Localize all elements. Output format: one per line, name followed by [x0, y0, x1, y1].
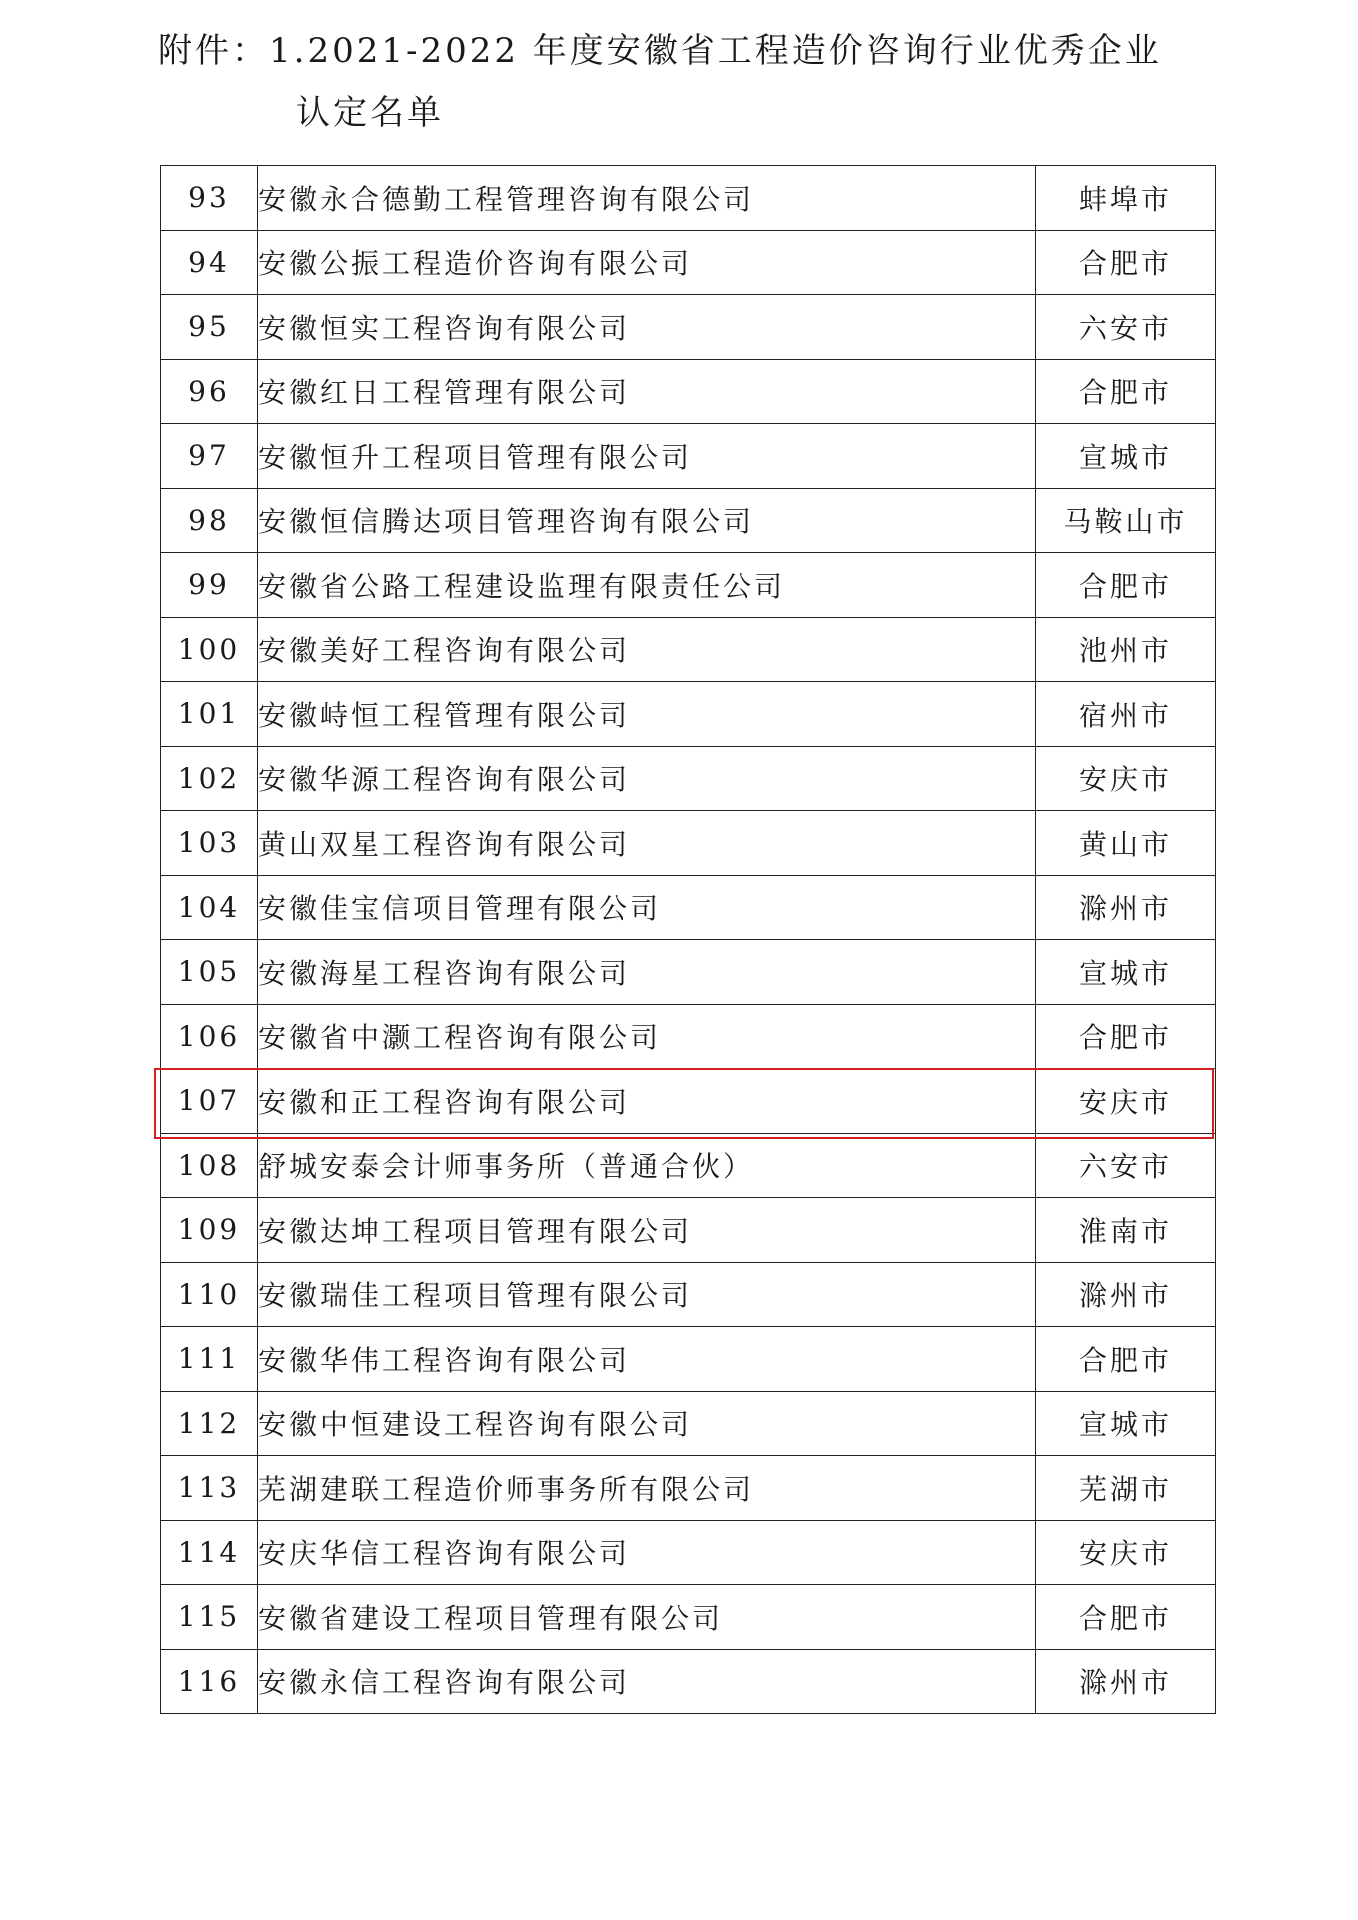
company-name: 安徽和正工程咨询有限公司 [258, 1069, 1036, 1134]
company-name: 安徽佳宝信项目管理有限公司 [258, 875, 1036, 940]
row-number: 112 [161, 1391, 258, 1456]
company-name: 芜湖建联工程造价师事务所有限公司 [258, 1456, 1036, 1521]
row-number: 96 [161, 359, 258, 424]
row-number: 103 [161, 811, 258, 876]
company-name: 安徽海星工程咨询有限公司 [258, 940, 1036, 1005]
table-row [161, 1004, 1216, 1069]
company-name: 安徽省公路工程建设监理有限责任公司 [258, 553, 1036, 618]
row-number: 109 [161, 1198, 258, 1263]
company-name: 安徽中恒建设工程咨询有限公司 [258, 1391, 1036, 1456]
city-name: 芜湖市 [1036, 1456, 1216, 1521]
row-number: 108 [161, 1133, 258, 1198]
row-number: 99 [161, 553, 258, 618]
company-name: 安徽华伟工程咨询有限公司 [258, 1327, 1036, 1392]
city-name: 安庆市 [1036, 1520, 1216, 1585]
row-number: 100 [161, 617, 258, 682]
company-name: 安徽永合德勤工程管理咨询有限公司 [258, 166, 1036, 231]
roster-body [161, 166, 1216, 1714]
company-name: 安徽永信工程咨询有限公司 [258, 1649, 1036, 1714]
table-row [161, 359, 1216, 424]
company-name: 安徽省中灏工程咨询有限公司 [258, 1004, 1036, 1069]
company-name: 安徽恒信腾达项目管理咨询有限公司 [258, 488, 1036, 553]
company-name: 安徽省建设工程项目管理有限公司 [258, 1585, 1036, 1650]
document-title: 附件：1.2021-2022 年度安徽省工程造价咨询行业优秀企业 [158, 31, 1162, 71]
company-name: 黄山双星工程咨询有限公司 [258, 811, 1036, 876]
table-row [161, 940, 1216, 1005]
document-subtitle: 认定名单 [296, 93, 444, 133]
table-row [161, 1520, 1216, 1585]
row-number: 101 [161, 682, 258, 747]
company-name: 安徽恒实工程咨询有限公司 [258, 295, 1036, 360]
city-name: 滁州市 [1036, 1262, 1216, 1327]
city-name: 蚌埠市 [1036, 166, 1216, 231]
city-name: 合肥市 [1036, 230, 1216, 295]
row-number: 105 [161, 940, 258, 1005]
row-number: 102 [161, 746, 258, 811]
company-name: 安徽华源工程咨询有限公司 [258, 746, 1036, 811]
company-roster-table [160, 165, 1216, 1714]
city-name: 宣城市 [1036, 424, 1216, 489]
city-name: 黄山市 [1036, 811, 1216, 876]
table-row-highlighted [161, 1069, 1216, 1134]
table-row [161, 682, 1216, 747]
row-number: 106 [161, 1004, 258, 1069]
row-number: 114 [161, 1520, 258, 1585]
city-name: 滁州市 [1036, 1649, 1216, 1714]
row-number: 94 [161, 230, 258, 295]
company-name: 安徽红日工程管理有限公司 [258, 359, 1036, 424]
city-name: 马鞍山市 [1036, 488, 1216, 553]
company-name: 安徽恒升工程项目管理有限公司 [258, 424, 1036, 489]
row-number: 97 [161, 424, 258, 489]
city-name: 合肥市 [1036, 359, 1216, 424]
row-number: 104 [161, 875, 258, 940]
row-number: 107 [161, 1069, 258, 1134]
table-row [161, 617, 1216, 682]
table-row [161, 295, 1216, 360]
city-name: 滁州市 [1036, 875, 1216, 940]
table-row [161, 875, 1216, 940]
row-number: 95 [161, 295, 258, 360]
table-row [161, 1649, 1216, 1714]
city-name: 合肥市 [1036, 1004, 1216, 1069]
city-name: 安庆市 [1036, 1069, 1216, 1134]
city-name: 六安市 [1036, 1133, 1216, 1198]
city-name: 合肥市 [1036, 553, 1216, 618]
table-row [161, 488, 1216, 553]
city-name: 安庆市 [1036, 746, 1216, 811]
table-row [161, 746, 1216, 811]
city-name: 淮南市 [1036, 1198, 1216, 1263]
table-row [161, 1262, 1216, 1327]
city-name: 宣城市 [1036, 1391, 1216, 1456]
city-name: 宿州市 [1036, 682, 1216, 747]
row-number: 93 [161, 166, 258, 231]
table-row [161, 1198, 1216, 1263]
company-name: 安徽峙恒工程管理有限公司 [258, 682, 1036, 747]
table-row [161, 230, 1216, 295]
row-number: 113 [161, 1456, 258, 1521]
row-number: 111 [161, 1327, 258, 1392]
table-row [161, 1391, 1216, 1456]
city-name: 宣城市 [1036, 940, 1216, 1005]
row-number: 98 [161, 488, 258, 553]
company-name: 安庆华信工程咨询有限公司 [258, 1520, 1036, 1585]
table-row [161, 1133, 1216, 1198]
table-row [161, 553, 1216, 618]
row-number: 116 [161, 1649, 258, 1714]
table-row [161, 166, 1216, 231]
table-row [161, 1585, 1216, 1650]
city-name: 合肥市 [1036, 1327, 1216, 1392]
company-name: 安徽瑞佳工程项目管理有限公司 [258, 1262, 1036, 1327]
city-name: 合肥市 [1036, 1585, 1216, 1650]
company-name: 安徽美好工程咨询有限公司 [258, 617, 1036, 682]
row-number: 110 [161, 1262, 258, 1327]
company-name: 安徽达坤工程项目管理有限公司 [258, 1198, 1036, 1263]
table-row [161, 424, 1216, 489]
table-row [161, 1327, 1216, 1392]
company-name: 安徽公振工程造价咨询有限公司 [258, 230, 1036, 295]
company-name: 舒城安泰会计师事务所（普通合伙） [258, 1133, 1036, 1198]
row-number: 115 [161, 1585, 258, 1650]
table-row [161, 1456, 1216, 1521]
city-name: 六安市 [1036, 295, 1216, 360]
table-row [161, 811, 1216, 876]
city-name: 池州市 [1036, 617, 1216, 682]
